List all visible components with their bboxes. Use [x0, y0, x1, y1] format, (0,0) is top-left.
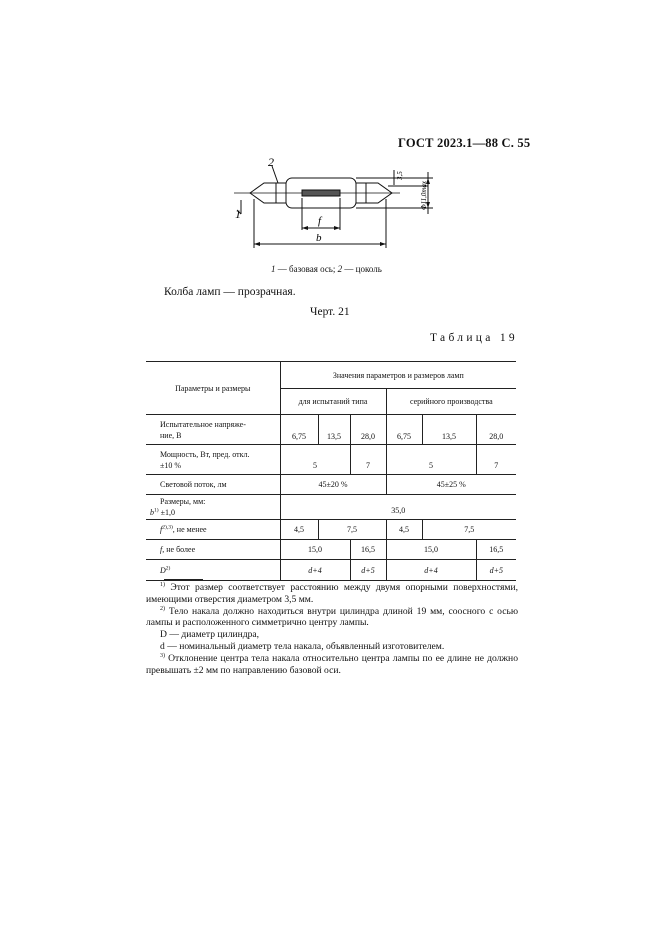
footnote-D: D — диаметр цилиндра, [160, 629, 260, 641]
table-row-f-min: $f^{2),3)}$, не менее 4,5 7,5 4,5 7,5 [146, 520, 516, 540]
bulb-note: Колба ламп — прозрачная. [164, 286, 296, 298]
table-header-values: Значения параметров и размеров ламп [280, 362, 516, 389]
page-header: ГОСТ 2023.1—88 С. 55 [398, 136, 531, 150]
footnote-1: $^{1)}$ Этот размер соответствует расстоянию между двумя опорными поверхностями, имеющими отверстия диаметром 3,5 мм. [146, 581, 518, 605]
footnote-3: $^{3)}$ Отклонение центра тела накала относительно центра лампы по ее длине не должно превышать ±2 мм по направлению базовой оси. [146, 652, 518, 676]
table-row-D: $D^{2)}$ d+4 d+5 d+4 d+5 [146, 560, 516, 581]
footnote-d: d — номинальный диаметр тела накала, объявленный изготовителем. [160, 640, 445, 652]
table-row-power: Мощность, Вт, пред. откл. ±10 % 5 7 5 7 [146, 445, 516, 475]
parameters-table [146, 361, 516, 581]
drawing-label-1: 1 [235, 207, 241, 221]
dimension-diameter: Ф11,0max [420, 180, 428, 210]
table-row-f-max: f, не более 15,0 16,5 15,0 16,5 [146, 540, 516, 560]
table-row-b: Размеры, мм: $b^{1)} \pm 1,0$ 35,0 [146, 495, 516, 520]
table-title: Таблица 19 [430, 332, 518, 344]
table-row-flux: Световой поток, лм 45±20 % 45±25 % [146, 475, 516, 495]
footnote-2: $^{2)}$ Тело накала должно находиться внутри цилиндра длиной 19 мм, соосного с осью лампы и расположенного симметрично центру лампы. [146, 605, 518, 629]
table-header-serial: серийного производства [386, 389, 516, 415]
dimension-b: b [316, 232, 322, 244]
footnote-separator [164, 579, 203, 580]
table-header-type: для испытаний типа [280, 389, 386, 415]
dimension-f: f [318, 215, 322, 227]
lamp-drawing [228, 152, 443, 257]
footnotes [146, 582, 518, 676]
dimension-3-5: 3,5 [396, 171, 404, 180]
figure-caption: 1 — базовая ось; 2 — цоколь [271, 264, 382, 274]
table-header-params: Параметры и размеры [146, 362, 280, 415]
drawing-label-2: 2 [268, 155, 274, 169]
figure-label: Черт. 21 [310, 306, 350, 318]
table-row-voltage: Испытательное напряже- ние, В 6,75 13,5 28,0 6,75 13,5 28,0 [146, 415, 516, 445]
